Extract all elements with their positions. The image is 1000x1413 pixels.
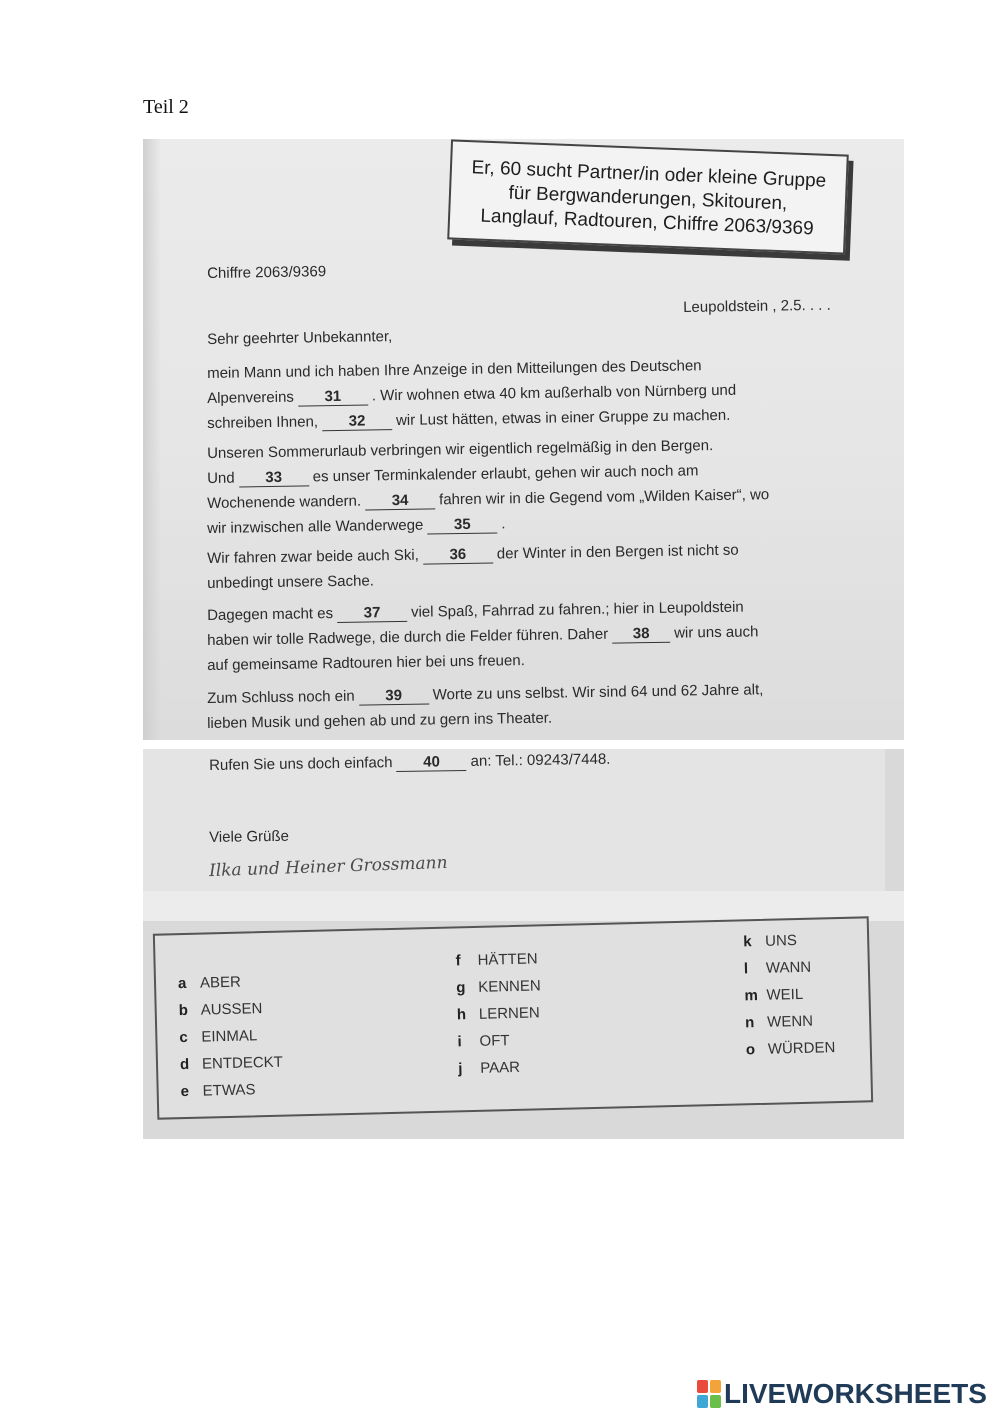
text: fahren wir in die Gegend vom „Wilden Kaiser“, wo [438, 486, 770, 509]
letter-line [207, 460, 847, 488]
list-item: j PAAR [458, 1058, 521, 1078]
letter-line [207, 510, 847, 538]
letter-line [207, 540, 847, 568]
ad-line: Langlauf, Radtouren, Chiffre 2063/9369 [480, 205, 815, 240]
logo-square [697, 1395, 708, 1408]
blank-32[interactable]: 32 [322, 413, 392, 431]
blank-35[interactable]: 35 [427, 516, 497, 534]
text: Und [207, 469, 235, 487]
list-item: n WENN [744, 1012, 814, 1032]
text: lieben Musik und gehen ab und zu gern ins Theater. [207, 709, 553, 732]
list-item: o WÜRDEN [745, 1039, 836, 1059]
text: haben wir tolle Radwege, die durch die Felder führen. Daher [207, 625, 609, 649]
text: schreiben Ihnen, [207, 413, 319, 432]
list-item: a ABER [177, 973, 242, 993]
blank-37[interactable]: 37 [337, 605, 407, 623]
letter-line [207, 680, 847, 708]
blank-33[interactable]: 33 [239, 469, 309, 487]
list-item: k UNS [743, 932, 798, 951]
blank-34[interactable]: 34 [365, 492, 435, 510]
text: viel Spaß, Fahrrad zu fahren.; hier in Leupoldstein [410, 598, 744, 621]
letter-line [207, 355, 847, 382]
letter-line [207, 380, 847, 408]
text: Unseren Sommerurlaub verbringen wir eigentlich regelmäßig in den Bergen. [207, 437, 714, 462]
letter-line [207, 647, 847, 674]
logo-square [697, 1380, 708, 1393]
text: Wochenende wandern. [207, 492, 362, 512]
word-column-1 [178, 973, 284, 1110]
blank-40[interactable]: 40 [396, 754, 466, 772]
text: Wir fahren zwar beide auch Ski, [207, 546, 420, 567]
text: Rufen Sie uns doch einfach [209, 754, 393, 774]
word-column-2 [455, 950, 543, 1087]
text: wir inzwischen alle Wanderwege [207, 516, 424, 537]
text: . [501, 515, 506, 533]
text: es unser Terminkalender erlaubt, gehen wir auch noch am [312, 462, 699, 486]
list-item: e ETWAS [180, 1081, 256, 1101]
text: Zum Schluss noch ein [207, 687, 355, 707]
text: wir Lust hätten, etwas in einer Gruppe zu machen. [395, 406, 731, 430]
blank-38[interactable]: 38 [612, 626, 670, 644]
place-date: Leupoldstein , 2.5. . . . [683, 296, 831, 316]
letter-line [207, 405, 847, 433]
text: der Winter in den Bergen ist nicht so [496, 541, 739, 563]
letter-line [207, 565, 847, 592]
logo-square [710, 1380, 721, 1393]
list-item: f HÄTTEN [455, 950, 538, 970]
text: an: Tel.: 09243/7448. [470, 750, 611, 770]
ad-line: für Bergwanderungen, Skitouren, [508, 182, 788, 215]
list-item: c EINMAL [179, 1027, 258, 1047]
list-item: m WEIL [744, 985, 804, 1005]
text: wir uns auch [674, 623, 759, 642]
list-item: b AUSSEN [178, 1000, 263, 1020]
logo-icon [697, 1380, 721, 1408]
list-item: h LERNEN [456, 1004, 540, 1024]
classified-ad [447, 139, 849, 254]
text: mein Mann und ich haben Ihre Anzeige in den Mitteilungen des Deutschen [207, 357, 702, 382]
ad-line: Er, 60 sucht Partner/in oder kleine Gruppe [471, 157, 827, 192]
worksheet-photo-bottom [143, 749, 904, 1139]
blank-39[interactable]: 39 [359, 688, 429, 706]
logo-square [710, 1395, 721, 1408]
list-item: l WANN [743, 958, 812, 978]
list-item: g KENNEN [456, 977, 541, 997]
text: . Wir wohnen etwa 40 km außerhalb von Nürnberg und [371, 381, 737, 405]
list-item: i OFT [457, 1032, 510, 1051]
list-item: d ENTDECKT [179, 1053, 284, 1074]
blank-31[interactable]: 31 [298, 388, 368, 406]
text: Worte zu uns selbst. Wir sind 64 und 62 Jahre alt, [432, 681, 764, 704]
closing: Viele Grüße [209, 827, 290, 846]
word-column-3 [743, 931, 836, 1068]
blank-36[interactable]: 36 [423, 547, 493, 565]
letter-line [207, 705, 847, 732]
letter-line [207, 485, 847, 513]
divider [143, 891, 904, 921]
chiffre-line: Chiffre 2063/9369 [207, 263, 327, 282]
word-bank [153, 916, 873, 1119]
letter-line [207, 622, 847, 650]
text: unbedingt unsere Sache. [207, 572, 375, 592]
letter-line [207, 597, 847, 625]
text: Alpenvereins [207, 388, 294, 407]
text: Dagegen macht es [207, 605, 334, 624]
liveworksheets-logo[interactable] [697, 1377, 987, 1411]
signature: Ilka und Heiner Grossmann [208, 852, 448, 882]
letter-line [207, 435, 847, 462]
salutation: Sehr geehrter Unbekannter, [207, 328, 393, 348]
page-title: Teil 2 [143, 96, 189, 118]
logo-text: LIVEWORKSHEETS [724, 1378, 987, 1409]
text: auf gemeinsame Radtouren hier bei uns freuen. [207, 652, 525, 674]
worksheet-photo-top [143, 139, 904, 740]
